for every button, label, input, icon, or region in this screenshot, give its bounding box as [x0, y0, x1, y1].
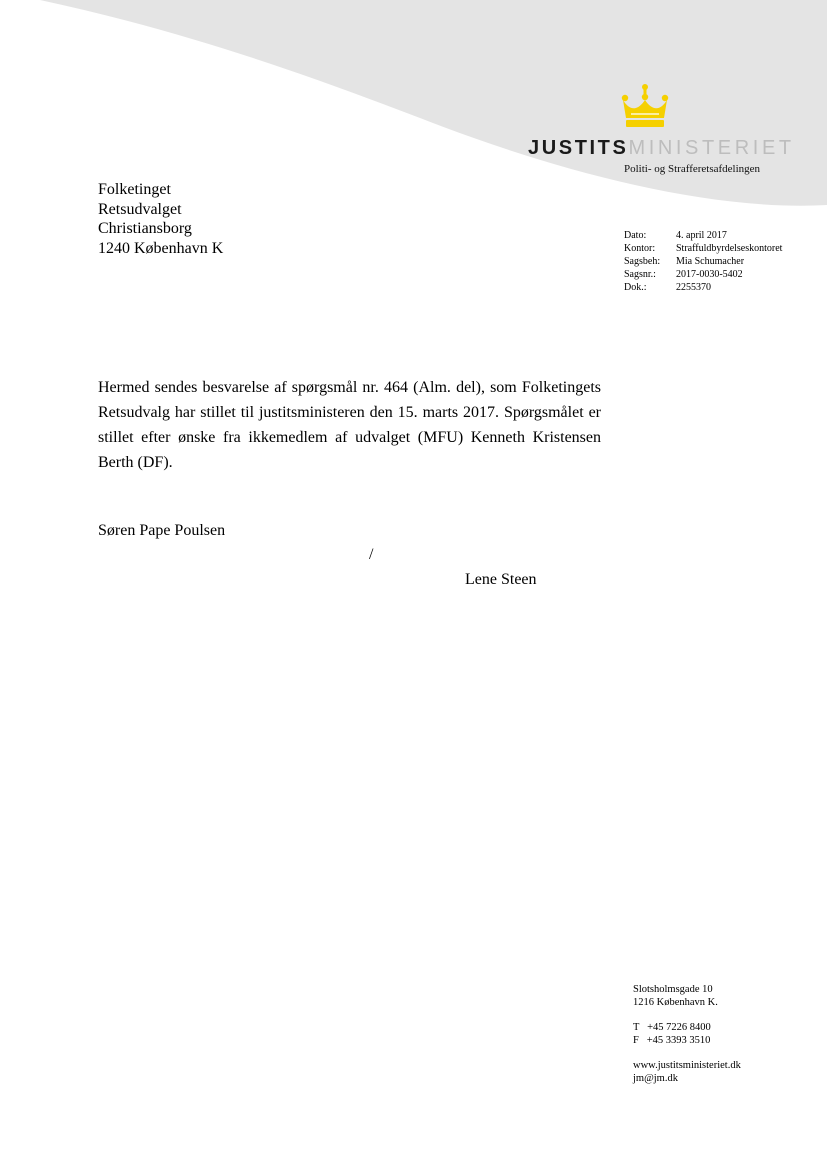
- recipient-line: Retsudvalget: [98, 200, 182, 218]
- footer-website-link[interactable]: www.justitsministeriet.dk: [633, 1060, 741, 1071]
- recipient-line: 1240 København K: [98, 239, 224, 257]
- meta-row-office: [624, 242, 782, 255]
- meta-row-document: [624, 281, 782, 294]
- ministry-logo: [528, 84, 818, 184]
- meta-row-case-handler: [624, 255, 782, 268]
- signature-separator: /: [369, 546, 374, 563]
- recipient-line: Folketinget: [98, 181, 171, 198]
- meta-row-case-number: [624, 268, 782, 281]
- footer-phone: T +45 7226 8400: [633, 1022, 711, 1033]
- footer-email-link[interactable]: jm@jm.dk: [633, 1072, 678, 1084]
- logo-wordmark-primary: JUSTITS: [528, 137, 629, 159]
- logo-wordmark-secondary: MINISTERIET: [628, 137, 795, 159]
- meta-label: Dato:: [624, 230, 647, 241]
- letter-body: Hermed sendes besvarelse af spørgsmål nr. 464 (Alm. del), som Folketingets Retsudvalg har stillet til justitsministeren den 15. marts 2017. Spørgsmålet er stillet efter ønske fra ikkemedlem af udvalget (MFU) Kenneth Kristensen Berth (DF).: [98, 379, 601, 471]
- meta-label: Kontor:: [624, 243, 656, 254]
- meta-value: Mia Schumacher: [676, 256, 745, 267]
- meta-label: Sagsbeh:: [624, 256, 661, 267]
- meta-label: Dok.:: [624, 282, 647, 293]
- meta-value: Straffuldbyrdelseskontoret: [676, 243, 783, 254]
- meta-value: 4. april 2017: [676, 230, 727, 241]
- recipient-line: Christiansborg: [98, 220, 192, 237]
- recipient-address: [98, 180, 223, 258]
- footer-street: Slotsholmsgade 10: [633, 984, 713, 995]
- signer-name: Søren Pape Poulsen: [98, 522, 226, 539]
- department-name: Politi- og Strafferetsafdelingen: [624, 163, 761, 175]
- meta-label: Sagsnr.:: [624, 269, 656, 280]
- cosigner-name: Lene Steen: [465, 571, 537, 588]
- logo-wordmark: [528, 136, 795, 160]
- footer-city: 1216 København K.: [633, 996, 718, 1008]
- footer-fax: F +45 3393 3510: [633, 1034, 711, 1046]
- crown-icon: [619, 84, 671, 130]
- meta-value: 2017-0030-5402: [676, 269, 743, 280]
- case-metadata: [624, 229, 782, 294]
- meta-row-date: [624, 229, 782, 242]
- footer-contact: [633, 984, 741, 1085]
- meta-value: 2255370: [676, 282, 711, 293]
